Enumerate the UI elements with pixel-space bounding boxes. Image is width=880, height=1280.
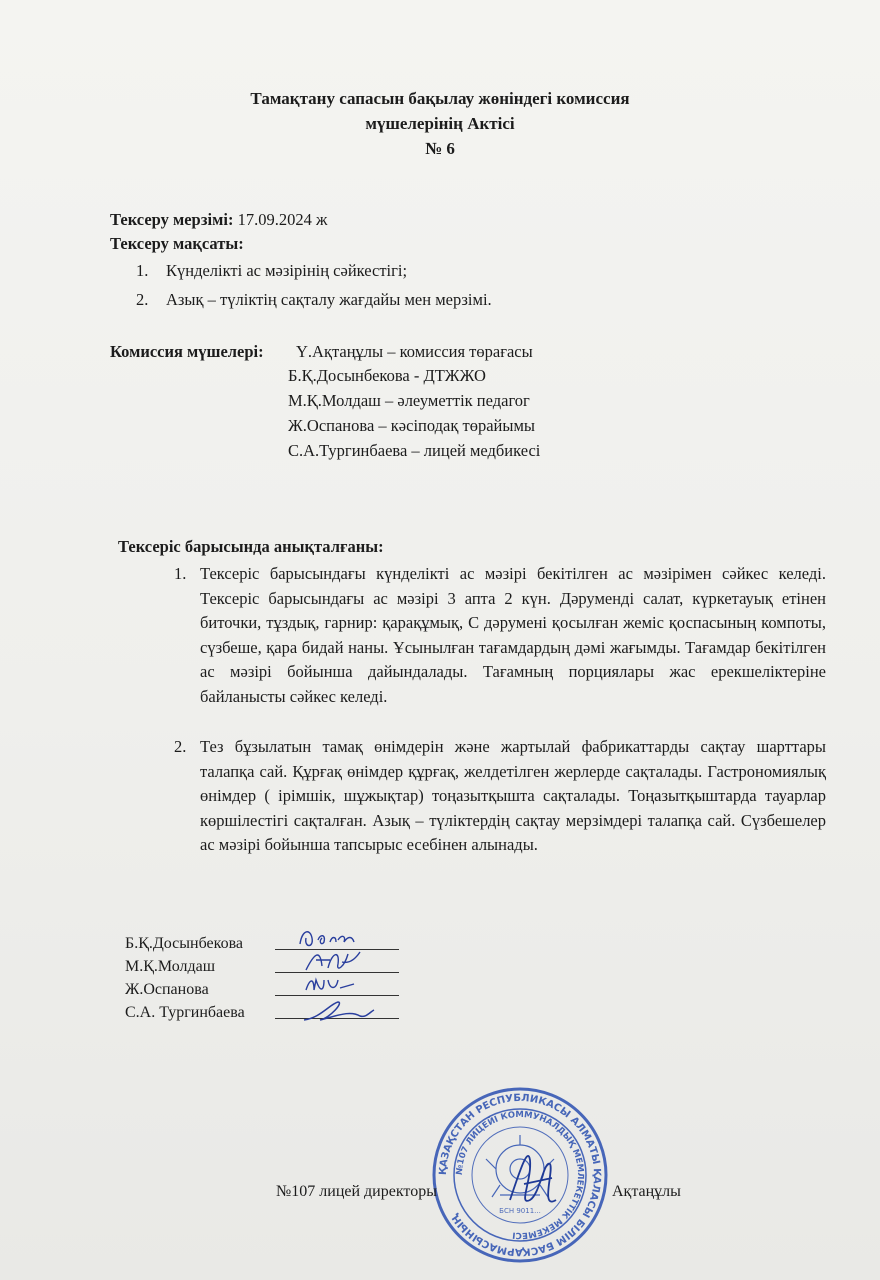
signatory-name: Ж.Оспанова	[125, 981, 209, 998]
inspection-info	[110, 208, 327, 256]
signatory-name: М.Қ.Молдаш	[125, 958, 216, 975]
director-label: №107 лицей директоры	[276, 1183, 437, 1200]
committee-member: С.А.Тургинбаева – лицей медбикесі	[288, 441, 541, 460]
document-title	[0, 86, 880, 161]
director-name: Ақтаңұлы	[612, 1183, 681, 1200]
findings-title: Тексеріс барысында анықталғаны:	[118, 537, 384, 556]
act-number: № 6	[425, 139, 455, 158]
signatory-name: Б.Қ.Досынбекова	[125, 935, 244, 952]
inspection-date	[110, 208, 327, 232]
date-label: Тексеру мерзімі:	[110, 210, 234, 229]
date-value: 17.09.2024 ж	[237, 210, 328, 229]
finding-paragraph: Тез бұзылатын тамақ өнімдерін және жартылай фабрикаттарды сақтау шарттары талапқа сай. Құрғақ өнімдер құрғақ, желдетілген жерлерде сақталады. Гастрономиялық өнімдер ( ірімшік, шұжықтар) тоңазытқышта сақталады. Тоңазытқыштарда тауарлар көршілестігі сақталған. Азық – түліктердің сақтау мерзімдері талапқа сай. Сүзбешелер ас мәзірі бойынша тапсырыс есебінен алынады.	[200, 737, 826, 855]
title-line-1: Тамақтану сапасын бақылау жөніндегі комиссия	[250, 89, 630, 108]
stamp-bin: БСН 9011...	[499, 1207, 541, 1215]
signatory-name: С.А. Тургинбаева	[125, 1004, 245, 1021]
committee-label: Комиссия мүшелері:	[110, 342, 264, 361]
list-item: 2. Азық – түліктің сақталу жағдайы мен мерзімі.	[136, 290, 492, 309]
committee-member: Б.Қ.Досынбекова - ДТЖЖО	[288, 366, 486, 385]
committee-member: М.Қ.Молдаш – әлеуметтік педагог	[288, 391, 530, 410]
stamp-outer-text: ҚАЗАҚСТАН РЕСПУБЛИКАСЫ АЛМАТЫ ҚАЛАСЫ БІЛІМ БАСҚАРМАСЫНЫҢ	[437, 1092, 603, 1258]
handwritten-signature	[300, 972, 370, 998]
finding-number: 2.	[174, 737, 187, 756]
committee-member: Ж.Оспанова – кәсіподақ төрайымы	[288, 416, 535, 435]
committee-member: Ү.Ақтаңұлы – комиссия төрағасы	[296, 342, 533, 361]
purpose-label: Тексеру мақсаты:	[110, 234, 244, 253]
list-item: 1. Күнделікті ас мәзірінің сәйкестігі;	[136, 261, 408, 280]
title-line-2: мүшелерінің Актісі	[365, 114, 515, 133]
finding-number: 1.	[174, 564, 187, 583]
handwritten-signature	[300, 996, 380, 1026]
director-signature	[500, 1140, 570, 1220]
finding-paragraph: Тексеріс барысындағы күнделікті ас мәзірі бекітілген ас мәзірімен сәйкес келеді. Тексеріс барысындағы ас мәзірі 3 апта 2 күн. Дәруменді салат, күркетауық етінен биточки, тұздық, гарнир: қарақұмық, С дәрумені қосылған жеміс қоспасының компоты, сүзбеше, қара бидай наны. Ұсынылған тағамдардың дәмі жағымды. Тағамдар бекітілген ас мәзірі бойынша дайындалады. Тағамның порциялары жас ерекшеліктеріне байланысты сәйкес келеді.	[200, 564, 826, 706]
stamp-inner-text: №107 ЛИЦЕЙІ КОММУНАЛДЫҚ МЕМЛЕКЕТТІК МЕКЕМЕСІ	[454, 1109, 586, 1241]
goals-list	[136, 256, 492, 314]
